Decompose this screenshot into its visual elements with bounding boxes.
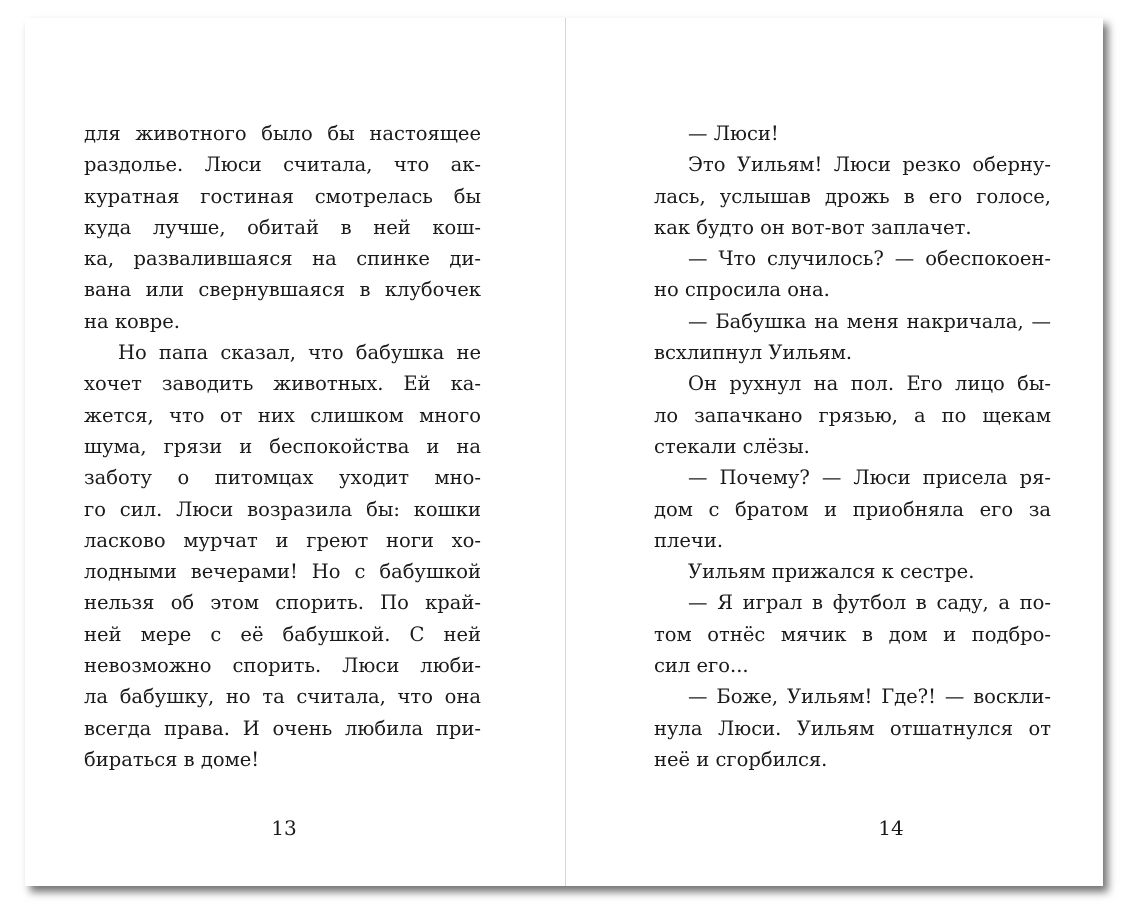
text-line: лась, услышав дрожь в его голосе,: [654, 184, 1051, 208]
text-line: бираться в доме!: [84, 747, 260, 771]
page-number: 13: [271, 816, 297, 840]
text-line: — Я играл в футбол в саду, а по-: [688, 591, 1051, 615]
text-line: ней мере с её бабушкой. С ней: [84, 622, 481, 646]
text-line: нельзя об этом спорить. По край-: [84, 591, 481, 615]
left-page: [25, 18, 566, 886]
text-line: шума, грязи и беспокойства и на: [84, 434, 481, 458]
text-line: куратная гостиная смотрелась бы: [84, 184, 481, 208]
left-page-text: [84, 118, 481, 775]
text-line: как будто он вот-вот заплачет.: [654, 215, 972, 239]
right-page: [566, 18, 1103, 886]
text-line: Он рухнул на пол. Его лицо бы-: [688, 372, 1051, 396]
text-line: лодными вечерами! Но с бабушкой: [84, 560, 481, 584]
text-line: всхлипнул Уильям.: [654, 341, 853, 365]
text-line: ло запачкано грязью, а по щекам: [654, 403, 1051, 427]
text-line: — Люси!: [688, 122, 779, 145]
text-line: заботу о питомцах уходит мно-: [84, 466, 481, 490]
text-line: куда лучше, обитай в ней кош-: [84, 215, 481, 239]
text-line: Уильям прижался к сестре.: [688, 560, 975, 584]
text-line: ка, развалившаяся на спинке ди-: [84, 247, 481, 271]
page-number: 14: [878, 816, 904, 840]
text-line: хочет заводить животных. Ей ка-: [84, 372, 481, 396]
text-line: ла бабушку, но та считала, что она: [84, 685, 481, 709]
text-line: сил его...: [654, 654, 749, 678]
text-line: том отнёс мячик в дом и подбро-: [654, 622, 1051, 646]
text-line: для животного было бы настоящее: [84, 122, 481, 145]
text-line: ласково мурчат и греют ноги хо-: [84, 528, 481, 552]
text-line: — Почему? — Люси присела ря-: [688, 466, 1051, 490]
text-line: неё и сгорбился.: [654, 747, 828, 771]
text-line: вана или свернувшаяся в клубочек: [84, 278, 481, 302]
text-line: — Бабушка на меня накричала, —: [688, 309, 1051, 333]
text-line: всегда права. И очень любила при-: [84, 716, 481, 740]
book-spread: [25, 18, 1103, 886]
text-line: жется, что от них слишком много: [84, 403, 481, 427]
text-line: на ковре.: [84, 309, 180, 333]
text-line: — Боже, Уильям! Где?! — воскли-: [688, 685, 1051, 709]
text-line: стекали слёзы.: [654, 434, 810, 458]
text-line: но спросила она.: [654, 278, 830, 302]
text-line: плечи.: [654, 528, 724, 552]
text-line: — Что случилось? — обеспокоен-: [688, 247, 1051, 271]
text-line: Это Уильям! Люси резко оберну-: [688, 153, 1051, 177]
right-page-text: [654, 118, 1051, 775]
text-line: дом с братом и приобняла его за: [654, 497, 1051, 521]
text-line: невозможно спорить. Люси люби-: [84, 654, 481, 678]
text-line: нула Люси. Уильям отшатнулся от: [654, 716, 1051, 740]
text-line: го сил. Люси возразила бы: кошки: [84, 497, 481, 521]
text-line: Но папа сказал, что бабушка не: [118, 341, 481, 365]
text-line: раздолье. Люси считала, что ак-: [84, 153, 481, 177]
